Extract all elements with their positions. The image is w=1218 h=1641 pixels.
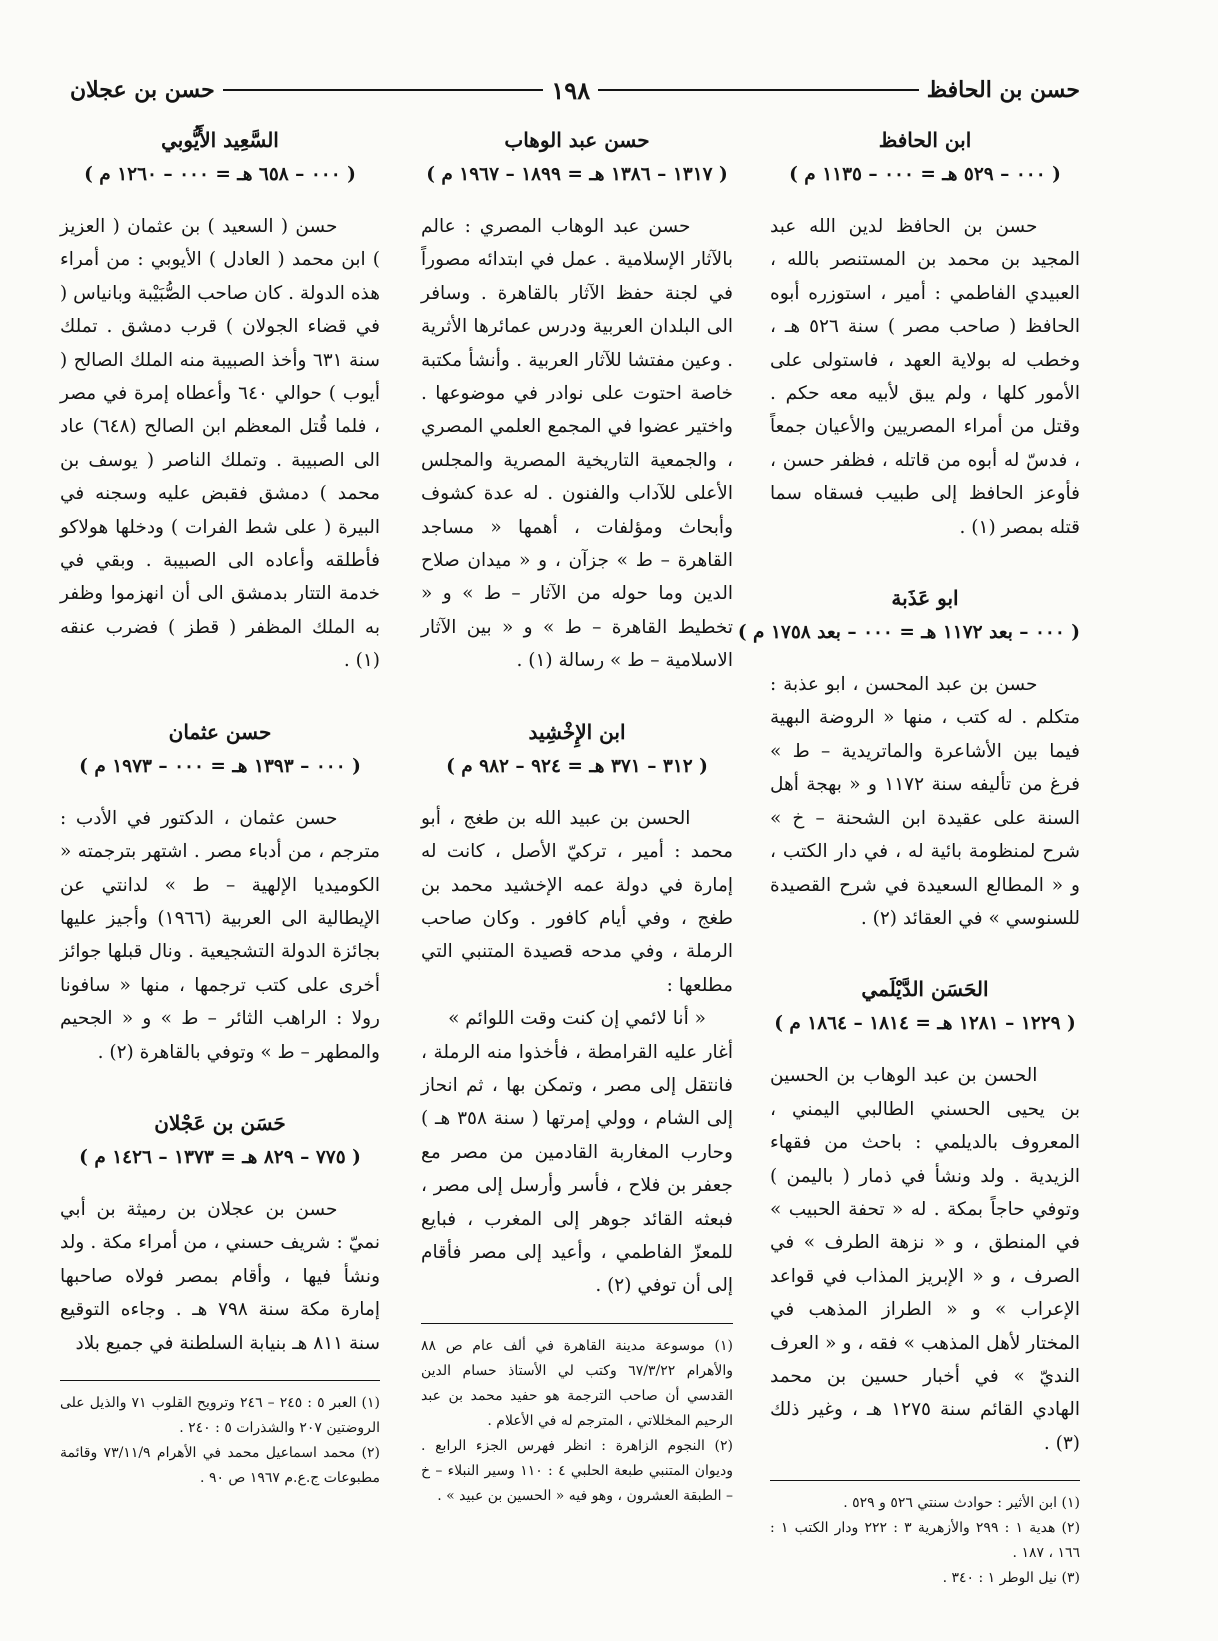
column-middle [421,118,733,1509]
entry-title: ابن الإِخْشِيد [528,719,626,744]
entry-abu-adhaba [737,580,1081,935]
entry-body [421,802,733,1303]
footnote: (١) موسوعة مدينة القاهرة في ألف عام ص ٨٨ والأهرام ٦٧/٣/٢٢ وكتب لي الأستاذ حسام الدين القدسي أن صاحب الترجمة هو حفيد محمد بن عبد الرحيم المخللاتي ، المترجم له في الأعلام . [421,1337,734,1429]
entry-ibn-al-ikhshid [421,714,733,1303]
entry-dates: ( ٠٠٠ – بعد ١١٧٢ هـ = ٠٠٠ – بعد ١٧٥٨ م ) [737,622,1080,644]
footnote-separator [421,1323,733,1324]
footnotes [421,1334,733,1509]
entry-dates: ( ١٢٢٩ – ١٢٨١ هـ = ١٨١٤ – ١٨٦٤ م ) [774,1013,1076,1035]
entry-body [770,668,1080,935]
entry-paragraph: حسن عبد الوهاب المصري : عالم بالآثار الإسلامية . عمل في ابتدائه مصوراً في لجنة حفظ الآثار بالقاهرة . وسافر الى البلدان العربية ودرس عمائرها الأثرية . وعين مفتشا للآثار العربية . وأنشأ مكتبة خاصة احتوت على نوادر في موضوعها . واختير عضوا في المجمع العلمي المصري ، والجمعية التاريخية المصرية والمجلس الأعلى للآداب والفنون . له عدة كشوف وأبحاث ومؤلفات ، أهمها « مساجد القاهرة – ط » جزآن ، و « ميدان صلاح الدين وما حوله من الآثار – ط » و « تخطيط القاهرة – ط » و « بين الآثار الاسلامية – ط » رسالة (١) . [421,216,733,672]
entry-dates: ( ٠٠٠ – ١٣٩٣ هـ = ٠٠٠ – ١٩٧٣ م ) [79,755,361,777]
entry-body [421,210,733,678]
entry-paragraph: حسن بن عبد المحسن ، ابو عذبة : متكلم . له كتب ، منها « الروضة البهية فيما بين الأشاعرة والماتريدية – ط » فرغ من تأليفه سنة ١١٧٢ و « بهجة أهل السنة على عقيدة ابن الشحنة – خ » شرح لمنظومة بائية له ، في دار الكتب ، و « المطالع السعيدة في شرح القصيدة للسنوسي » في العقائد (٢) . [770,674,1081,929]
entry-paragraph: حسن ( السعيد ) بن عثمان ( العزيز ) ابن محمد ( العادل ) الأيوبي : من أمراء هذه الدولة . كان صاحب الصُّبَيْبة وبانياس ( في قضاء الجولان ) قرب دمشق . تملك سنة ٦٣١ وأخذ الصبيبة منه الملك الصالح ( أيوب ) حوالي ٦٤٠ وأعطاه إمرة في مصر ، فلما قُتل المعظم ابن الصالح (٦٤٨) عاد الى الصبيبة . وتملك الناصر ( يوسف بن محمد ) دمشق فقبض عليه وسجنه في البيرة ( على شط الفرات ) ودخلها هولاكو فأطلقه وأعاده الى الصبيبة . وبقي في خدمة التتار بدمشق الى أن انهزموا وظفر به الملك المظفر ( قطز ) فضرب عنقه (١) . [60,216,381,672]
footnote: (١) العبر ٥ : ٢٤٥ – ٢٤٦ وترويح القلوب ٧١ والذيل على الروضتين ٢٠٧ والشذرات ٥ : ٢٤٠ . [60,1394,380,1436]
footnote: (٢) محمد اسماعيل محمد في الأهرام ٧٣/١١/٩ وقائمة مطبوعات ج.ع.م ١٩٦٧ ص ٩٠ . [60,1444,380,1486]
footnote: (٣) نيل الوطر ١ : ٣٤٠ . [942,1570,1080,1587]
entry-body [60,1193,380,1360]
entry-body [770,1059,1080,1460]
entry-body [60,802,380,1069]
entry-paragraph: حسن بن عجلان بن رميثة بن أبي نميّ : شريف حسني ، من أمراء مكة . ولد ونشأ فيها ، وأقام بمصر فولاه صاحبها إمارة مكة سنة ٧٩٨ هـ . وجاءه التوقيع سنة ٨١١ هـ بنيابة السلطنة في جميع بلاد [60,1198,380,1354]
entry-al-daylami [770,971,1080,1460]
entry-body [60,210,380,678]
entry-paragraph: حسن بن الحافظ لدين الله عبد المجيد بن محمد بن المستنصر بالله ، العبيدي الفاطمي : أمير ، استوزره أبوه الحافظ ( صاحب مصر ) سنة ٥٢٦ هـ ، وخطب له بولاية العهد ، فاستولى على الأمور كلها ، ولم يبق لأبيه معه حكم . وقتل من أمراء المصريين والأعيان جمعاً ، فدسّ له أبوه من قاتله ، فظفر حسن ، فأوعز الحافظ إلى طبيب فسقاه سما قتله بمصر (١) . [770,216,1080,538]
entry-ibn-al-hafiz [770,122,1080,544]
entry-al-said-al-ayyubi [60,122,380,678]
running-title-left: حسن بن عجلان [69,77,215,103]
entry-paragraph: أغار عليه القرامطة ، فأخذوا منه الرملة ، فانتقل إلى مصر ، وتمكن بها ، ثم انحاز إلى الشام ، وولي إمرتها ( سنة ٣٥٨ هـ ) وحارب المغاربة القادمين من مصر مع جعفر بن فلاح ، فأسر وأرسل إلى مصر ، فبعثه القائد جوهر إلى المغرب ، فبايع للمعزّ الفاطمي ، وأعيد إلى مصر فأقام إلى أن توفي (٢) . [421,1041,734,1297]
entry-dates: ( ٠٠٠ – ٥٢٩ هـ = ٠٠٠ – ١١٣٥ م ) [789,164,1061,185]
footnote: (٢) النجوم الزاهرة : انظر فهرس الجزء الرابع . وديوان المتنبي طبعة الحلبي ٤ : ١١٠ وسير النبلاء – خ – الطبقة العشرون ، وهو فيه « الحسين بن عبيد » . [421,1437,733,1504]
header-rule [223,89,544,91]
entry-dates: ( ٣١٢ – ٣٧١ هـ = ٩٢٤ – ٩٨٢ م ) [446,755,708,777]
entry-hasan-uthman [60,714,380,1069]
running-title-right: حسن بن الحافظ [926,77,1080,103]
verse-line: « أنا لائمي إن كنت وقت اللوائم » [448,1008,706,1030]
entry-paragraph: الحسن بن عبد الوهاب بن الحسين بن يحيى الحسني الطالبي اليمني ، المعروف بالديلمي : باحث من فقهاء الزيدية . ولد ونشأ في ذمار ( باليمن ) وتوفي حاجاً بمكة . له « تحفة الحبيب » في المنطق ، و « نزهة الطرف » في الصرف ، و « الإبريز المذاب في قواعد الإعراب » و « الطراز المذهب في المختار لأهل المذهب » فقه ، و « العرف النديّ » في أخبار حسين بن محمد الهادي القائم سنة ١٢٧٥ هـ ، وغير ذلك (٣) . [770,1065,1080,1454]
footnote-separator [770,1480,1080,1481]
footnote: (٢) هدية ١ : ٢٩٩ والأزهرية ٣ : ٢٢٢ ودار الكتب ١ : ١٦٦ ، ١٨٧ . [770,1520,1081,1562]
entry-title: حسن عثمان [168,719,272,744]
entry-title: ابن الحافظ [878,128,972,152]
entry-dates: ( ٧٧٥ – ٨٢٩ هـ = ١٣٧٣ – ١٤٢٦ م ) [79,1146,361,1168]
column-left [60,118,380,1491]
entry-title: حَسَن بن عَجْلان [154,1110,286,1135]
entry-paragraph: حسن عثمان ، الدكتور في الأدب : مترجم ، من أدباء مصر . اشتهر بترجمته « الكوميديا الإلهية – ط » لدانتي عن الإيطالية الى العربية (١٩٦٦) وأجيز عليها بجائزة الدولة التشجيعية . ونال قبلها جوائز أخرى على كتب ترجمها ، منها « سافونا رولا : الراهب الثائر – ط » و « الجحيم والمطهر – ط » وتوفي بالقاهرة (٢) . [60,807,380,1063]
entry-title: الحَسَن الدَّيْلَمي [861,977,989,1002]
entry-body [770,210,1080,544]
page-number: ١٩٨ [551,75,591,105]
entry-title: حسن عبد الوهاب [504,128,650,152]
footnotes [770,1491,1080,1591]
footnote-separator [60,1380,380,1381]
footnote: (١) ابن الأثير : حوادث سنتي ٥٢٦ و ٥٢٩ . [843,1495,1080,1512]
entry-hasan-abd-al-wahhab [421,122,733,678]
entry-dates: ( ٠٠٠ – ٦٥٨ هـ = ٠٠٠ – ١٢٦٠ م ) [84,164,356,185]
page-header [70,70,1080,110]
header-rule [598,89,919,91]
entry-title: ابو عَذَبة [891,586,959,611]
entry-dates: ( ١٣١٧ – ١٣٨٦ هـ = ١٨٩٩ – ١٩٦٧ م ) [426,164,728,185]
entry-title: السَّعِيد الأَيُّوبي [161,128,279,152]
column-right [737,118,1081,1591]
entry-hasan-ibn-ajlan [60,1105,380,1360]
entry-paragraph: الحسن بن عبيد الله بن طغج ، أبو محمد : أمير ، تركيّ الأصل ، كانت له إمارة في دولة عمه الإخشيد محمد بن طغج ، وفي أيام كافور . وكان صاحب الرملة ، وفي مدحه قصيدة المتنبي التي مطلعها : [421,807,733,996]
footnotes [60,1391,380,1491]
